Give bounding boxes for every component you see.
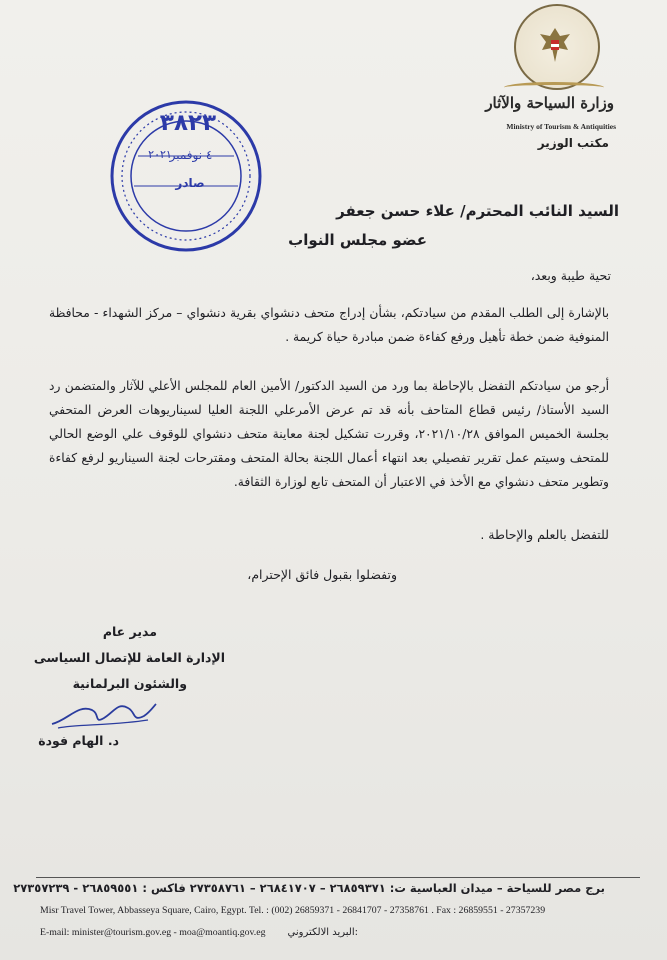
logo-swoosh [504,82,604,93]
stamp-status: صادر [175,176,205,190]
paragraph-details: أرجو من سيادتكم التفضل بالإحاطة بما ورد من السيد الدكتور/ الأمين العام للمجلس الأعلي للآثار والمتضمن رد السيد الأستاذ/ رئيس قطاع المتاحف بأنه قد تم عرض الأمرعلي اللجنة العليا لسيناريوهات العرض المتحفي بجلسة الخميس الموافق ٢٠٢١/١٠/٢٨، وقررت تشكيل لجنة معاينة متحف دنشواي للوقوف علي الوضع الحالي للمتحف وسيتم عمل تقرير تفصيلي بعد انتهاء أعمال اللجنة بحالة المتحف ومقترحات لجنة السيناريو لرفع كفاءة وتطوير متحف دنشواي مع الأخذ في الاعتبار أن المتحف تابع لوزارة الثقافة. [49,379,609,489]
signer-name: د. الهام فودة [38,733,119,748]
ministry-logo [485,4,618,154]
signer-department: الإدارة العامة للإتصال السياسى [33,650,225,665]
signer-department-2: والشئون البرلمانية [72,676,187,691]
closing-notice: للتفضل بالعلم والإحاطة . [480,527,609,542]
footer-address-ar: برج مصر للسياحة – ميدان العباسية ت: ٢٦٨٥٩٣٧١ – ٢٦٨٤١٧٠٧ – ٢٧٣٥٨٧٦١ فاكس : ٢٦٨٥٩٥٥١ - ٢٧٣٥٧٢٣٩ [13,881,605,895]
paragraph-reference: بالإشارة إلى الطلب المقدم من سيادتكم، بشأن إدراج متحف دنشواي بقرية دنشواي – مركز الشهداء - محافظة المنوفية ضمن خطة تأهيل ورفع كفاءة ضمن مبادرة حياة كريمة . [49,306,609,344]
footer-email-label-ar: البريد الالكتروني: [287,927,358,938]
greeting: تحية طيبة وبعد، [530,268,611,283]
footer-email-addresses: E-mail: minister@tourism.gov.eg - moa@moantiq.gov.eg [40,927,266,938]
eagle-seal-icon [514,4,600,90]
ministry-name-ar: وزارة السياحة والآثار [485,94,614,112]
ministry-name-en: Ministry of Tourism & Antiquities [506,122,616,131]
handwritten-signature [48,694,158,734]
minister-office-label: مكتب الوزير [537,136,609,150]
stamp-number: ٣٨٢٣ [159,110,217,136]
addressee-title: عضو مجلس النواب [288,231,427,249]
stamp-date: ٤ نوفمبر [169,148,213,162]
signer-title: مدير عام [102,624,157,639]
closing-regards: وتفضلوا بقبول فائق الإحترام، [247,567,397,582]
footer-divider [36,877,640,878]
footer-address-en: Misr Travel Tower, Abbasseya Square, Cairo, Egypt. Tel. : (002) 26859371 - 26841707 - 27358761 . Fax : 26859551 - 27357239 [40,905,546,916]
footer-email [40,927,358,938]
stamp-year: ٢٠٢١ [148,148,172,161]
addressee-name: السيد النائب المحترم/ علاء حسن جعفر [336,202,619,220]
